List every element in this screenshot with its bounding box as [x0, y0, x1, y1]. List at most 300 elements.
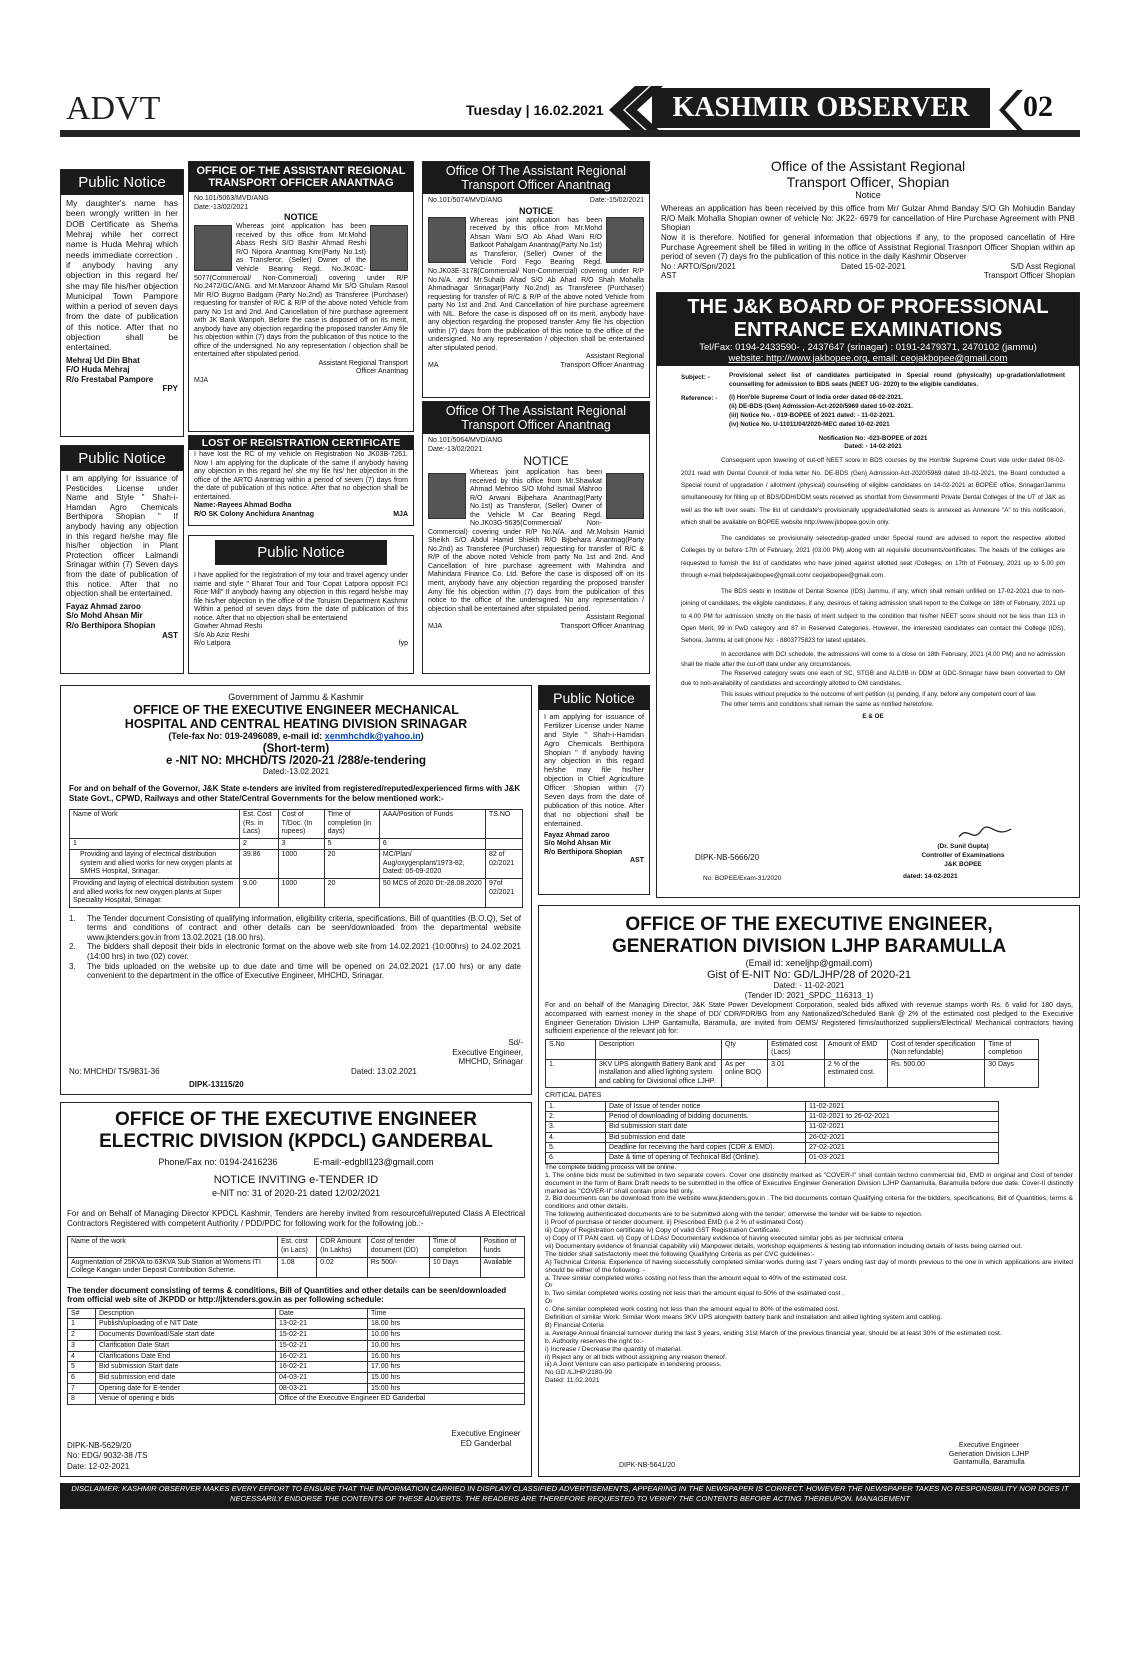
ref-number: No.101/5064/MVD/ANG — [428, 437, 503, 444]
ref-date: Date:-13/02/2021 — [428, 445, 483, 453]
cell: 11-02-2021 — [806, 1122, 999, 1132]
clause: The bidder shall satisfactorily meet the following Qualifying Criteria as per CVC guidelines:- — [545, 1250, 815, 1258]
office-title-line-1: OFFICE OF THE EXECUTIVE ENGINEER MECHANICAL — [133, 703, 459, 718]
table-row — [546, 1132, 999, 1142]
ad-code: AST — [661, 271, 677, 281]
signatory-address: R/o Berthipora Shopian — [66, 620, 156, 630]
clause: a. Three similar completed works costing not less than the amount equal to 40% of the estimated cost. — [545, 1274, 848, 1282]
col-number: 1 — [70, 838, 240, 850]
cell: 10.00 hrs — [368, 1340, 525, 1351]
cell: 3KV UPS alongwith Battery Bank and installation and allied lighting system and cabling for Divisional office LJHP. — [596, 1059, 722, 1088]
signatory-relation: F/O Huda Mehraj — [66, 365, 130, 375]
public-notice-tour-travel — [188, 535, 414, 674]
applicant-photo — [606, 217, 644, 263]
notice-title: Public Notice — [61, 446, 183, 471]
cell: 50 MCS of 2020 Dt:-28.08.2020 — [379, 879, 485, 908]
cell: 39.86 — [240, 850, 279, 879]
cell: 3. — [546, 1122, 606, 1132]
dipk-number: DIPK-13115/20 — [189, 1080, 244, 1089]
col-header: Name of Work — [70, 810, 240, 839]
ad-code: AST — [162, 630, 178, 640]
signatory-line-2: Transport Officer Shopian — [983, 271, 1075, 281]
col-header: Est. cost (in Lacs) — [278, 1237, 317, 1257]
office-title-line-1: OFFICE OF THE EXECUTIVE ENGINEER, — [625, 914, 993, 935]
cell: Available — [480, 1257, 524, 1277]
nit-date: Dated:-13.02.2021 — [262, 766, 330, 776]
public-notice-fertilizer — [538, 685, 650, 895]
cell: Providing and laying of electrical distribution system and allied works for new oxygen plants at Super Speciality Hospital, Srinagar. — [70, 879, 240, 908]
paper-name: KASHMIR OBSERVER — [652, 88, 990, 128]
chevron-left-icon — [995, 86, 1023, 134]
ref-number: No.101/5063/MVD/ANG — [194, 195, 269, 202]
ref-number: No: EDG/ 9032-38 /TS — [67, 1451, 148, 1461]
col-header: Cost of T/Doc. (In rupees) — [278, 810, 324, 839]
dipk-number: DIPK-NB-5641/20 — [619, 1462, 676, 1469]
cell: MC/Plan/ Aug/oxygenplant/1973-82, Dated: 05-09-2020 — [379, 850, 485, 879]
notice-heading: NOTICE — [518, 205, 553, 216]
notice-body: I am applying for issuance of Fertilizer License under Name and Style " Shah-i-Hamdan Agro Chemicals Berthipora Shopian " If anybody having any objection in this regard he/she may file his/her objection in Chief Agriculture Officer Shopian within (7) Seven days from the date of publication of this notice. After that no objectioni shall be entertained. — [544, 712, 644, 828]
bopee-notification — [656, 292, 1080, 898]
ad-code: MJA — [393, 510, 408, 518]
reference-label: Reference: - — [681, 394, 718, 402]
clause: i) Proof of purchase of tender document. ii) Prescribed EMD (i.e 2 % of estimated Cost) — [545, 1219, 803, 1227]
col-header: Position of funds — [480, 1237, 524, 1257]
table-row — [68, 1383, 525, 1394]
masthead — [60, 86, 1080, 138]
mhchd-tender-notice: Government of Jammu & Kashmir OFFICE OF THE EXECUTIVE ENGINEER MECHANICAL HOSPITAL AND CENTRAL HEATING DIVISION SRINAGAR (Tele-fax No: 019-2496089, e-mail id: xenmhchdk@yahoo.in) (Short-term) e -NIT NO: MHCHD/TS /2020-21 /288/e-tendering Dated:-13.02.2021 For and on behalf of the Governor, J&K State e-tenders are invited from registered/reputed/experienced firms with J&K State Govt., CPWD, Railways and other State/Central Governments for the below mentioned work:- Name of Work Est. Cost (Rs. in Lacs) Cost of T/Doc. (In rupees) Time of completion (in days) AAA/Position of Funds TS.NO 1 2 3 5 6 Providing and laying of electrical distribution system and allied works for new oxygen plants at SMHS Hospital, Srinagar. 39.86 1000 20 MC/Plan/ Aug/oxygenplant/1973-82, Dated: 05-09-2020 82 of 02/2021 Providing and laying of electrical distribution system and allied works for new oxygen plants at Super Speciality Hospital, Srinagar. 9.00 1000 20 50 MCS of 2020 Dt:-28.08.2020 97of 02/2021 1. The Tender document Consisting of qualifying information, eligibility criteria, specifications, Bill of quantities (B.O.Q), Set of terms and conditions of contract and other details can be seen/downloaded from the departmental website www.jktenders.gov.in from 13.02.2021 (18.00 hrs). 2. The bidders shall deposit their bids in electronic format on the above web site from 14.02.2021 (10:00hrs) to 24.02.2021 (14:00 hrs) in two (02) cover. 3. The bids uploaded on the website up to due date and time will be opened on 24.02.2021 (17.00 hrs) or any date convenient to the department in the office of Executive Engineer, MHCHD, Srinagar. Sd/- Executive Engineer, MHCHD, Srinagar No: MHCHD/ TS/9831-36 Dated: 13.02.2021 DIPK-13115/20 — [60, 685, 532, 1095]
table-row — [70, 879, 523, 908]
cell: 97of 02/2021 — [485, 879, 522, 908]
schedule-note: The tender document consisting of terms & conditions, Bill of Quantities and other details can be seen/downloaded from official web site of JKPDD or http://jktenders.gov.in as per following schedule: — [67, 1285, 507, 1305]
signatory-title: Executive Engineer — [451, 1429, 521, 1438]
clause: c. One similar completed work costing not less than the amount equal to 80% of the estimated cost. — [545, 1306, 840, 1314]
table-row — [546, 1143, 999, 1153]
ad-code: FPY — [162, 384, 178, 394]
signatory-office: MHCHD, Srinagar — [458, 1057, 523, 1067]
para-2: The candidates so provisionally selected/up-graded under Special round are advised to report the respective allotted Colleges by or before 17th of February, 2021 (03.00 PM) along with all requisite documents/certificates. The heads of the colleges are requested to furnish the list of candidates who have joined against allotted seat /Colleges, on 17th of February, 2021 up to 5.00 pm through e-mail helpdeskjakbopee@gmail.com/ ceojakbopee@gmail.com. — [681, 535, 1065, 579]
nit-number: e -NIT NO: MHCHD/TS /2020-21 /288/e-tendering — [165, 754, 427, 767]
tender-id: (Tender ID: 2021_SPDC_116313_1) — [744, 990, 874, 1000]
notice-body: My daughter's name has been wrongly written in her DOB Certificate as Shema Mehraj while her correct name is Huda Mehraj which needs immediate correction . if anybody having any objection in this regard he/ she may file his/her objection Municipal Town Pampore within a period of seven days from the date of publication of this notice. After that no objection shall be entertained. — [66, 198, 178, 353]
cell: 3 — [68, 1340, 96, 1351]
term-label: (Short-term) — [262, 742, 330, 755]
reference-item: (i) Hon'ble Supreme Court of India order dated 08-02-2021. — [729, 393, 903, 401]
cell: 10.00 hrs — [368, 1330, 525, 1341]
intro-text: For and on Behalf of Managing Director KPDCL Kashmir, Tenders are hereby invited from resourceful/reputed Class A Electrical Contractors Registered with competent Authority / PDD/PDC for following work for the following job.:- — [67, 1209, 525, 1228]
work-table — [69, 809, 523, 907]
cell: 8 — [68, 1394, 96, 1405]
nit-date: Dated: - 11-02-2021 — [773, 981, 845, 991]
table-row — [546, 1101, 999, 1111]
col-header: Est. Cost (Rs. in Lacs) — [240, 810, 279, 839]
cell: 04-03-21 — [276, 1372, 368, 1383]
para-1: Consequent upon lowering of cut-off NEET score in BDS courses by the Hon'ble Supreme Court vide order dated 08-02-2021 read with Dental Council of India letter No. DE-BDS (Gen) Admission-Act-2020/5969 dated 10-02-2021, the Board conducted a Special round of upgradation / allotment (physical) counselling of eligible candidates on 14-02-2021 at BOPEE office, Srinagar/Jammu simultaneously for filling up of BDS/DDH/DDM seats received as shortfall from Government/ Private Dental Colleges of the UT of J&K as well as the left over seats. The list of candidate's provisionally upgraded/allotted seats is annexed as Annexure "A" to this notification, which shall be available on BOPEE website http://www.jkbopee.gov.in only. — [681, 457, 1065, 526]
signatory-line-2: Transport Officer Anantnag — [560, 361, 644, 369]
office-title-line-2: GENERATION DIVISION LJHP BARAMULLA — [611, 936, 1007, 957]
phone: Phone/Fax no: 0194-2416236 — [158, 1157, 278, 1167]
col-header: Time of completion — [429, 1237, 480, 1257]
applicant-photo — [606, 473, 644, 519]
signatory-address: R/o Berthipora Shopian — [544, 848, 623, 856]
applicant-name: Name:-Rayees Ahmad Bodha — [194, 502, 292, 510]
signatory-name: Fayaz Ahmad zaroo — [544, 831, 610, 839]
lost-registration-notice — [188, 435, 414, 526]
ad-code: AST — [630, 857, 644, 865]
cell: 15:00 hrs — [368, 1383, 525, 1394]
office-title-line-2: HOSPITAL AND CENTRAL HEATING DIVISION SRINAGAR — [124, 717, 468, 732]
ref-number: No.101/5074/MVD/ANG — [428, 197, 503, 204]
issue-date: Tuesday | 16.02.2021 — [466, 102, 604, 118]
cell: 15-02-21 — [276, 1340, 368, 1351]
cell: 16-02-21 — [276, 1351, 368, 1362]
signatory-title: Controller of Examinations — [921, 851, 1005, 859]
board-title-line-1: THE J&K BOARD OF PROFESSIONAL — [687, 296, 1049, 318]
clause: The complete bidding process will be online. — [545, 1163, 677, 1171]
cell: Date of Issue of tender notice — [606, 1101, 806, 1111]
notice-title-line-1: Office of the Assistant Regional — [770, 158, 966, 174]
signatory-relation: S/o Ab Aziz Reshi — [194, 631, 250, 639]
intro-text: For and on behalf of the Managing Director, J&K State Power Development Corporation, sealed bids affixed with revenue stamps worth Rs. 6 valid for 180 days, accompanied with earnest money in the shape of DD/ CDR/FDR/BG from any Nationalized/Scheduled Bank @ 2% of the estimated cost pledged to the Executive Engineer Generation Division LJHP Gantamulla, Baramulla, are invited from OEMS/ Registered firms/authorized suppliers/Electrical/ Mechanical contractors having sufficient experience of the relevant job for: — [545, 1002, 1073, 1036]
cell: 6. — [546, 1153, 606, 1163]
arto-anantnag-notice-5063 — [188, 161, 414, 432]
contact-prefix: (Tele-fax No: 019-2496089, e-mail id: — [168, 731, 325, 742]
notice-body: I am applying for issuance of Pesticides License under Name and Style " Shah-i-Hamdan Agro Chemicals Berthipora Shopian " If anybody having any objection in this regard he/she may file his/her objection in Plant Protection officer Lalmandi Srinagar within (7) Seven days from the date of publication of this notice. After that no objection shall be entertained. — [66, 474, 178, 599]
col-header: S.No — [546, 1039, 596, 1059]
col-header: Cost of tender specification (Non refundable) — [888, 1039, 985, 1059]
cell: 27-02-2021 — [806, 1143, 999, 1153]
cell: 08-03-21 — [276, 1383, 368, 1394]
signatory-line-1: S/D Asst Regional — [1010, 261, 1075, 271]
cell: 9.00 — [240, 879, 279, 908]
notice-body: Whereas joint application has been received by this office from Mr.Mohd Abass Reshi S/O Bashir Ahmad Reshi R/O Nipora Anantnag Kmr(Party No.1st) as Transferor, (Seller) Owner of the Vehicle Bearing Regd. No.JK03C-5077(Commercial/ Non-Commercial) covering under R/P No.2472/GC/ANG. and Mr.Manzoor Ahamd Mir S/O Ghulam Rasool Mir R/O Bugroo Badgam (Party No.2nd) as Transferee (Purchaser) requesting for transfer of R/C & R/P of the above noted Vehicle from party No 1st and 2nd. And Cancellation of hire purchase agreement with JK Bank Wanpoh. Before the case is disposed off on its merit, anybody have any objection regarding the proposed transfer Amy file his objection within (7) days from the publication of this notice to the office of the undersigned. No any representation / objection shall be entertained after stipulated period. — [194, 223, 408, 359]
cell: 1.08 — [278, 1257, 317, 1277]
page-number: 02 — [1023, 90, 1053, 123]
col-header: Amount of EMD — [824, 1039, 887, 1059]
notice-heading: Notice — [855, 190, 881, 200]
col-number: 5 — [324, 838, 379, 850]
para-6: This issues without prejudice to the outcome of writ petition (s) pending, if any, before any competent court of law. — [721, 691, 1037, 699]
cell: 1000 — [278, 879, 324, 908]
table-row — [68, 1330, 525, 1341]
reference-item: (iv) Notice No. U-11011/04/2020-MEC dated 10-02-2021 — [729, 421, 890, 428]
notice-title: OFFICE OF THE ASSISTANT REGIONAL TRANSPORT OFFICER ANANTNAG — [189, 162, 413, 192]
col-header: Time — [368, 1308, 525, 1319]
notice-title-line-2: Transport Officer, Shopian — [786, 174, 950, 190]
clause: Or — [545, 1282, 553, 1290]
cell: 1 — [68, 1319, 96, 1330]
condition-1: The Tender document Consisting of qualifying information, eligibility criteria, specifications, Bill of quantities (B.O.Q), Set of terms and conditions of contract and other details can be seen/downloaded from the departmental website www.jktenders.gov.in from 13.02.2021 (18.00 hrs). — [87, 913, 521, 942]
cell: Clarifications Date End — [96, 1351, 276, 1362]
cell: As per online BOQ — [722, 1059, 768, 1088]
cell: 10 Days — [429, 1257, 480, 1277]
cell: Bid submission start date — [606, 1122, 806, 1132]
cell: 0.02 — [317, 1257, 368, 1277]
notice-title: Public Notice — [539, 686, 649, 710]
clause: Or — [545, 1298, 553, 1306]
ref-number: No: BOPEE/Exam-31/2020 — [703, 875, 782, 882]
table-row — [68, 1372, 525, 1383]
signatory-org: J&K BOPEE — [944, 860, 982, 868]
cell: 3.01 — [768, 1059, 825, 1088]
office-title-line-1: OFFICE OF THE EXECUTIVE ENGINEER — [114, 1109, 478, 1130]
cell: 2. — [546, 1112, 606, 1122]
section-title: ADVT — [66, 90, 161, 127]
cell: Rs 500/- — [367, 1257, 429, 1277]
signatory: Assistant Regional Transport Officer Anantnag — [318, 359, 408, 376]
email-link[interactable]: xenmhchdk@yahoo.in — [324, 731, 421, 742]
cell: 20 — [324, 850, 379, 879]
ref-number: No: MHCHD/ TS/9831-36 — [69, 1067, 160, 1076]
signatory-relation: S/o Mohd Ahsan Mir — [66, 611, 143, 621]
clause: 1. The online bids must be submitted in two separate covers. Cover one distinctly marked as "COVER-I" shall contain techno commercial bid, EMD in original and Cost of tender document in the form of Bank Draft needs to be submitted in the office of Executive Engineer Generation Division LJHP Gantamulla, Baramulla before due date. Cover-II distinctly marked as "COVER-II" shall contain price bid only. — [545, 1171, 1073, 1195]
para-4: In accordance with DCI schedule, the admissions will come to a close on 18th February, 2021 (4.00 PM) and no admission shall be made after the cut-off date under any circumstances. — [681, 651, 1065, 668]
email: (Email id: xeneljhp@gmail.com) — [745, 958, 873, 968]
cell: Venue of opening e bids — [96, 1394, 276, 1405]
cell: Bid submission end date — [606, 1132, 806, 1142]
ref-date: Date:-13/02/2021 — [194, 203, 249, 211]
ad-code: MJA — [194, 376, 208, 384]
cell: 15-02-21 — [276, 1330, 368, 1341]
cell: Clarification Date Start — [96, 1340, 276, 1351]
signatory-office: Generation Division LJHP — [948, 1450, 1030, 1458]
cell: Augmentation of 25KVA to 63KVA Sub Station at Womens ITI College Kangan under Deposit Contribution Scheme. — [68, 1257, 278, 1277]
condition-2: The bidders shall deposit their bids in electronic format on the above web site from 14.02.2021 (10:00hrs) to 24.02.2021 (14:00 hrs) in two (02) cover. — [87, 942, 521, 961]
clause: B) Financial Criteria — [545, 1321, 604, 1329]
email: E-mail:-edgbll123@gmail.com — [313, 1157, 434, 1167]
subject-label: Subject: - — [681, 374, 710, 381]
applicant-photo — [194, 225, 232, 271]
arto-anantnag-notice-5074 — [422, 161, 650, 398]
subject-text: Provisional select list of candidates participated in Special round (physically) up-gradation/allotment counselling for admission to BDS seats (NEET UG- 2020) to the eligible candidates. — [729, 372, 1065, 388]
clause: iii) Copy of Registration certificate iv) Copy of valid GST Registration Certificate. — [545, 1227, 781, 1235]
notice-body: I have applied for the registration of my tour and travel agency under name and style " Bharat Tour and Tour Copat Latpora opposit FCI Rice Mill" If anybody having any objection in this regard he/she may file his/her objection in the office of the Toruism Department Kashmir Within a period of seven days from the date of publication of this notice. After that no objection shall be entertaiend — [194, 572, 408, 622]
ref-number: No GD /LJHP/2180-99 — [545, 1369, 612, 1377]
cell: 11-02-2021 to 26-02-2021 — [806, 1112, 999, 1122]
public-notice-pesticide — [60, 445, 184, 674]
cell: Date & time of opening of Technical Bid (Online). — [606, 1153, 806, 1163]
ref-date: Dated: 11.02.2021 — [545, 1377, 600, 1385]
clause: b. Authority reserves the right to:- — [545, 1337, 644, 1345]
cell: Deadline for receiving the hard copies (CDR & EMD). — [606, 1143, 806, 1153]
signatory-location: Gantamulla, Baramulla — [953, 1459, 1025, 1467]
arto-shopian-notice — [656, 152, 1080, 290]
government-title: Government of Jammu & Kashmir — [228, 692, 364, 702]
ref-date: Dated: 13.02.2021 — [351, 1067, 417, 1076]
board-title-line-2: ENTRANCE EXAMINATIONS — [733, 319, 1003, 341]
clause: vii) Documentary evidence of financial capability viii) Manpower details, workshop equipments & testing lab information including details of tests being carried out. — [545, 1242, 1023, 1250]
work-table — [545, 1039, 1039, 1089]
table-row — [546, 1112, 999, 1122]
table-row — [68, 1394, 525, 1405]
office-title-line-2: ELECTRIC DIVISION (KPDCL) GANDERBAL — [99, 1131, 493, 1152]
notice-heading: NOTICE — [283, 212, 318, 223]
nit-number: e-NIT no: 31 of 2020-21 dated 12/02/2021 — [212, 1188, 380, 1198]
clause: b. Two similar completed works costing not less than the amount equal to 50% of the estimated cost . — [545, 1290, 845, 1298]
col-number: 6 — [379, 838, 485, 850]
cell: Bid submission end date — [96, 1372, 276, 1383]
col-header: Estimated cost (Lacs) — [768, 1039, 825, 1059]
notice-body: Whereas joint application has been received by this office from Mr.Mohd Ahsan Wani S/O Ab Ahad Wani R/O Batkoot Pahalgam Anantnag(Party No.1st) as Transferor, (Seller) Owner of the Vehicle Ford Fego Bearing Regd. No.JK03E-3178(Commercial/ Non-Commercial) covering under R/P No.N/A. and Mr.Suhaib Ahad S/O Ab Ahad R/O Shah Mohalla Ahmadnagar Srinagar(Party No.2nd) as Transferee (Purchaser) requesting for transfer of R/C & R/P of the above noted Vehicle from party No 1st and 2nd. And Cancellation of hire purchase agreement with NIL. Before the case is disposed off on its merit, anybody have any objection regarding the proposed transfer Amy file his objection within (7) days from the publication of this notice to the office of the undersigned. No any representation / objection shall be entertained after stipulated period. — [428, 216, 644, 352]
clause: i) Increase / Decrease the quantity of material. — [545, 1345, 682, 1353]
col-header: AAA/Position of Funds — [379, 810, 485, 839]
cell: 1. — [546, 1059, 596, 1088]
notice-title: Public Notice — [215, 540, 387, 565]
signatory-name: Mehraj Ud Din Bhat — [66, 355, 140, 365]
kpdcl-ganderbal-tender — [60, 1102, 532, 1477]
cell: 11-02-2021 — [806, 1101, 999, 1111]
notice-heading: NOTICE INVITING e-TENDER ID — [213, 1174, 379, 1187]
ref-date: dated: 14-02-2021 — [903, 873, 958, 880]
notice-title: Public Notice — [61, 170, 183, 195]
cell: 26-02-2021 — [806, 1132, 999, 1142]
col-header: CDR Amount (In Lakhs) — [317, 1237, 368, 1257]
cell: 82 of 02/2021 — [485, 850, 522, 879]
cell: 7 — [68, 1383, 96, 1394]
public-notice-dob — [60, 169, 184, 437]
col-header: Qty — [722, 1039, 768, 1059]
cell: 15.00 hrs — [368, 1372, 525, 1383]
cell: Publish/uploading of e NIT Date — [96, 1319, 276, 1330]
eoe: E & OE — [862, 713, 884, 721]
cell: Office of the Executive Engineer ED Ganderbal — [276, 1394, 525, 1405]
cell: 17.00 hrs — [368, 1362, 525, 1373]
table-row — [68, 1319, 525, 1330]
table-row — [68, 1257, 525, 1277]
ref-date: Date:-15/02/2021 — [589, 197, 644, 204]
signatory-line-1: Assistant Regional — [586, 614, 644, 622]
clause: v) Copy of IT PAN card. vi) Copy of LOAs/ Documentary evidence of having executed similar jobs as per technical criteria — [545, 1234, 904, 1242]
col-header: Name of the work — [68, 1237, 278, 1257]
signatory-line-2: Transport Officer Anantnag — [560, 622, 644, 630]
notice-title: Office Of The Assistant Regional Transport Officer Anantnag — [423, 402, 649, 434]
applicant-photo — [428, 473, 466, 519]
ad-code: MJA — [428, 622, 442, 630]
notice-heading: NOTICE — [523, 454, 569, 469]
cell: Documents Download/Sale start date — [96, 1330, 276, 1341]
col-header: Cost of tender document (DD) — [367, 1237, 429, 1257]
masthead-rule — [60, 130, 1080, 137]
col-number — [485, 838, 522, 850]
cell: 16.00 hrs — [368, 1351, 525, 1362]
contact-suffix: ) — [420, 731, 424, 742]
nit-gist: Gist of E-NIT No: GD/LJHP/28 of 2020-21 — [707, 969, 911, 982]
para-3: The BDS seats in Institute of Dental Science (IDS) Jammu, if any, which shall remain unfilled on 17-02-2021 due to non- joining of candidates, the eligible candidates, if any, desirous of taking admission shall report to the College on 18th of February, 2021 up to 4.00 PM for admission strictly on the basis of merit subject to the condition that his/her NEET score should not be less than 113 in Open Merit, 99 in PwD category and 87 in Reserved Categories. However, the interested candidates can contact the College (IDS), Sehora, Jammu at cell phone No: - 8803775823 for latest updates. — [681, 588, 1065, 645]
cell: 5. — [546, 1143, 606, 1153]
signatory-title: Executive Engineer — [958, 1442, 1020, 1449]
disclaimer-banner: DISCLAIMER: KASHMIR OBSERVER MAKES EVERY EFFORT TO ENSURE THAT THE INFORMATION CARRIED IN DISPLAY/ CLASSIFIED ADVERTISEMENTS, APPEARING IN THE NEWSPAPER IS CORRECT. HOWEVER THE NEWSPAPER TAKES NO RESPONSIBILITY NOR DOES IT NECESSARILY ENDORSE THE CONTENTS OF THESE ADVERTS. THE READERS ARE THEREFORE REQUESTED TO VERIFY THE CONTENTS BEFORE ACTING THEREUPON. MANAGEMENT — [60, 1483, 1080, 1509]
applicant-address: R/O SK Colony Anchidura Anantnag — [194, 510, 315, 518]
cell: 13-02-21 — [276, 1319, 368, 1330]
clause: Definition of similar Work: Similar Work means 3KV UPS alongwith battery bank and installation and allied lighting system and cabling. — [545, 1314, 943, 1322]
table-row — [68, 1362, 525, 1373]
notice-title: LOST OF REGISTRATION CERTIFICATE — [189, 436, 413, 450]
signatory-office: ED Ganderbal — [460, 1439, 512, 1449]
ref-date: Dated 15-02-2021 — [840, 261, 906, 271]
col-header: Time of completion (in days) — [324, 810, 379, 839]
col-header: Description — [596, 1039, 722, 1059]
ad-code: fyp — [398, 640, 408, 648]
cell: 1000 — [278, 850, 324, 879]
work-table — [67, 1236, 525, 1277]
table-row — [546, 1153, 999, 1163]
clause: ii) Reject any or all bids without assigning any reason thereof. — [545, 1353, 727, 1361]
sd-mark: Sd/- — [508, 1038, 523, 1047]
table-row — [68, 1351, 525, 1362]
reference-item: (ii) DE-BDS (Gen) Admission-Act-2020/5969 dated 10-02-2021. — [729, 402, 913, 410]
signatory-address: R/o Frestabal Pampore — [66, 374, 154, 384]
board-contact: Tel/Fax: 0194-2433590- , 2437647 (srinagar) : 0191-2479371, 2470102 (jammu) — [699, 342, 1037, 353]
cell: 2 — [68, 1330, 96, 1341]
signatory-title: Executive Engineer, — [452, 1047, 523, 1057]
notice-body-2: Now it is therefore. Notified for general information that objections if any, to the proposed cancellatin of Hire Purchase Agreement shell be filled in writing in the office of Assistnat Regional Trasnport Officer Shopian within ap period of seven (7) days fro the publication of this notice in the daily Kashmir Observer — [661, 233, 1075, 262]
signatory-line-1: Assistant Regional — [586, 353, 644, 361]
cell: 2 % of the estimated cost. — [824, 1059, 887, 1088]
table-row — [546, 1059, 1039, 1088]
ref-number: No : ARTO/Spn/2021 — [661, 261, 736, 271]
cell: Rs. 500.00 — [888, 1059, 985, 1088]
dipk-number: DIPK-NB-5666/20 — [695, 853, 760, 862]
cell: 4. — [546, 1132, 606, 1142]
condition-3: The bids uploaded on the website up to due date and time will be opened on 24.02.2021 (17.00 hrs) or any date convenient to the department in the office of Executive Engineer, MHCHD, Srinagar. — [87, 961, 521, 981]
cell: Providing and laying of electrical distribution system and allied works for new oxygen plants at SMHS Hospital, Srinagar. — [70, 850, 240, 879]
table-row — [546, 1122, 999, 1132]
cell: 16-02-21 — [276, 1362, 368, 1373]
cell: 30 Days — [985, 1059, 1039, 1088]
col-number: 3 — [278, 838, 324, 850]
notice-title: Office Of The Assistant Regional Transport Officer Anantnag — [423, 162, 649, 194]
critical-dates-title: CRITICAL DATES — [545, 1092, 602, 1100]
notice-body-1: Whereas an application has been received by this office from Mr/ Gulzar Ahmd Banday S/O Gh Mohiudin Banday R/O Malk Mohalla Shopian owner of vehicle No: JK22- 6979 for cancellation of Hire Purchase Agreement with PNB Shopian — [661, 204, 1075, 233]
signatory-relation: S/o Mohd Ahsan Mir — [544, 840, 612, 848]
cell: 1. — [546, 1101, 606, 1111]
signatory-address: R/o Latpora — [194, 640, 231, 648]
col-header: Date — [276, 1308, 368, 1319]
para-7: The other terms and conditions shall remain the same as notified heretofore. — [721, 701, 934, 709]
ref-date: Date: 12-02-2021 — [67, 1461, 130, 1471]
col-header: S# — [68, 1308, 96, 1319]
signatory-name: Gowher Ahmad Reshi — [194, 623, 263, 631]
col-header: Description — [96, 1308, 276, 1319]
col-number: 2 — [240, 838, 279, 850]
dipk-number: DIPK-NB-5629/20 — [67, 1441, 132, 1450]
cell: 20 — [324, 879, 379, 908]
reference-item: (iii) Notice No. - 019-BOPEE of 2021 dated: - 11-02-2021. — [729, 411, 895, 419]
cell: 6 — [68, 1372, 96, 1383]
intro-text: For and on behalf of the Governor, J&K State e-tenders are invited from registered/reputed/experienced firms with J&K State Govt., CPWD, Railways and other State/Central Governments for the below mentioned work:- — [69, 784, 521, 803]
notice-body: Whereas joint application has been received by this office from Mr.Shawkat Ahmad Mehroo S/O Mohd Ismail Mahroo R/O Arwani Bijbehara Anantnag(Party No.1st) as Transferor, (Seller) Owner of the Vehicle M Car Bearing Regd. No.JK03G-5635(Commercial/ Non-Commercial) covering under R/P No.N/A. and Mr.Mohsin Hamid Sheikh S/O Abdul Hamid Shiekh R/O Bijbehara Anantnag(Party No.2nd) as Transferee (Purchaser) requesting for transfer of R/C & R/P of the above noted Vehicle from party No 1st and 2nd. And Cancellation of hire purchase agreement with Mahindra and Mahindara Finance Co. Ltd. Before the case is disposed off on its merit, anybody have any objection regarding the proposed transfer Amy file his objection within (7) days from the publication of this notice to the office of the undersigned. No any representation / objection shall be entertained after stipulated period. — [428, 469, 644, 613]
clause: a. Average Annual financial turnover during the last 3 years, ending 31st March of the previous financial year, should be at least 30% of the estimated cost. — [545, 1329, 1002, 1337]
notification-date: Dated: - 14-02-2021 — [844, 443, 902, 451]
arto-anantnag-notice-5064 — [422, 401, 650, 674]
clause: A) Technical Criteria: Experience of having successfully completed similar works during last 7 years ending last day of month previous to the one in which applications are invited should be either of the following: - — [545, 1258, 1073, 1274]
board-website: website: http://www.jakbopee.org, email: ceojakbopee@gmail.com — [728, 353, 1008, 364]
signatory-name: Fayaz Ahmad zaroo — [66, 601, 141, 611]
cell: 5 — [68, 1362, 96, 1373]
col-header: Time of completion — [985, 1039, 1039, 1059]
applicant-photo — [428, 217, 466, 263]
cell: Opening date for E-tender — [96, 1383, 276, 1394]
critical-dates-table — [545, 1101, 999, 1164]
notice-body: I have lost the RC of my vehicle on Registration No JK03B-7261. Now I am applying for the duplicate of the same if anybody having any objection in this regard he/ she my file his/ her objection in the office of the ARTO Anantnag within a period of seven (7) days from the date of publication of this notice. After that no objection shall be entertained. — [194, 451, 408, 501]
table-row — [70, 850, 523, 879]
table-row — [68, 1340, 525, 1351]
para-5: The Reserved category seats one each of SC, STGB and ALC/IB in DDM at GDC-Srinagar have been converted to OM due to non-availability of candidates and accordingly allotted to OM candidates. — [681, 670, 1065, 687]
applicant-photo — [370, 225, 408, 271]
signature-icon — [955, 823, 1015, 845]
clause: iii) A Joint Venture can also participate in tendering process. — [545, 1361, 722, 1369]
cell: Period of downloading of bidding documents. — [606, 1112, 806, 1122]
cell: 01-03-2021 — [806, 1153, 999, 1163]
